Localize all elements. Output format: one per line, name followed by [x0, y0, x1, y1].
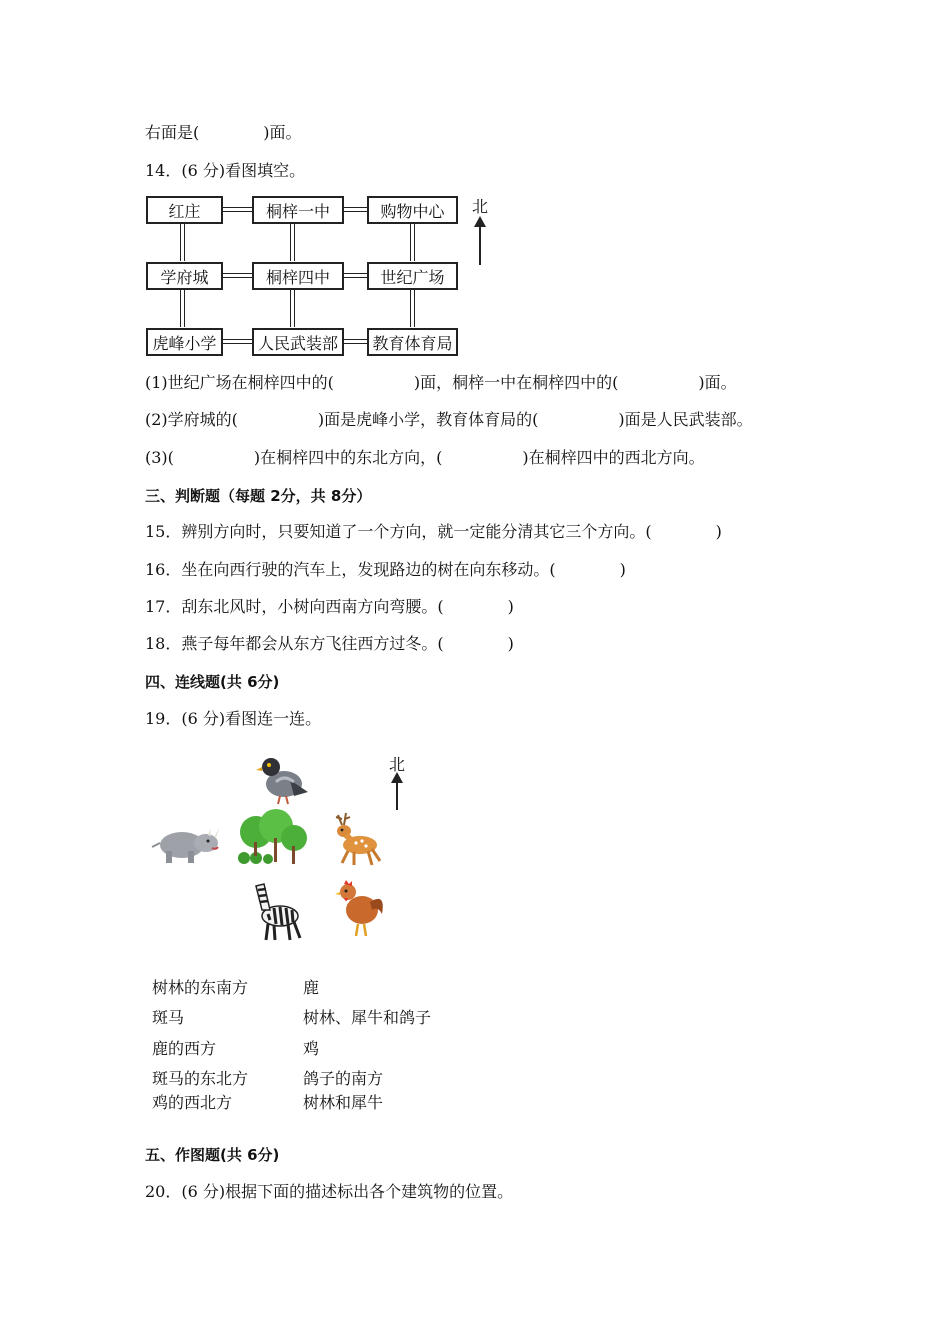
q17: 17．刮东北风时，小树向西南方向弯腰。( ) [145, 597, 514, 616]
q19: 19．(6 分)看图连一连。 [145, 709, 322, 728]
left-item: 斑马的东北方 [152, 1069, 249, 1088]
left-item: 鸡的西北方 [152, 1093, 233, 1112]
connector [410, 290, 415, 327]
left-item: 斑马 [152, 1008, 185, 1027]
q14-sub3: (3)( )在桐梓四中的东北方向，( )在桐梓四中的西北方向。 [145, 448, 705, 467]
connector [180, 290, 185, 327]
right-item: 树林和犀牛 [303, 1093, 384, 1112]
connector [222, 339, 253, 344]
left-item: 树林的东南方 [152, 978, 249, 997]
north-arrow-icon [479, 226, 481, 265]
box-tongzi-1: 桐梓一中 [252, 196, 344, 224]
box-education-bureau: 教育体育局 [367, 328, 458, 356]
q14-title: 14．(6 分)看图填空。 [145, 161, 306, 180]
section5-title: 五、作图题(共 6分) [145, 1146, 280, 1164]
rhino-icon [150, 823, 222, 865]
trees-icon [236, 808, 310, 866]
connector [343, 339, 368, 344]
q15: 15．辨别方向时，只要知道了一个方向，就一定能分清其它三个方向。( ) [145, 522, 722, 541]
deer-icon [326, 811, 384, 867]
q18: 18．燕子每年都会从东方飞往西方过冬。( ) [145, 634, 514, 653]
connector [222, 273, 253, 278]
connector [222, 207, 253, 212]
box-century-square: 世纪广场 [367, 262, 458, 290]
q16: 16．坐在向西行驶的汽车上，发现路边的树在向东移动。( ) [145, 560, 626, 579]
connector [180, 224, 185, 261]
connector [410, 224, 415, 261]
zebra-icon [246, 876, 310, 942]
north-label: 北 [472, 197, 489, 216]
box-xuefu: 学府城 [146, 262, 223, 290]
q20: 20．(6 分)根据下面的描述标出各个建筑物的位置。 [145, 1182, 514, 1201]
north-arrow-icon [396, 782, 398, 810]
connector [343, 273, 368, 278]
box-armed-forces: 人民武装部 [252, 328, 344, 356]
section3-title: 三、判断题（每题 2分，共 8分） [145, 487, 372, 505]
right-item: 树林、犀牛和鸽子 [303, 1008, 432, 1027]
connector [290, 290, 295, 327]
box-hongzhuang: 红庄 [146, 196, 223, 224]
right-item: 鸡 [303, 1039, 320, 1058]
right-item: 鹿 [303, 978, 320, 997]
box-hufeng: 虎峰小学 [146, 328, 223, 356]
connector [343, 207, 368, 212]
q14-sub2: (2)学府城的( )面是虎峰小学，教育体育局的( )面是人民武装部。 [145, 410, 753, 429]
pigeon-icon [254, 752, 310, 806]
chicken-icon [334, 878, 386, 940]
north-label: 北 [389, 755, 406, 774]
box-tongzi-4: 桐梓四中 [252, 262, 344, 290]
q13-tail: 右面是( )面。 [145, 123, 302, 142]
connector [290, 224, 295, 261]
right-item: 鸽子的南方 [303, 1069, 384, 1088]
box-shopping-center: 购物中心 [367, 196, 458, 224]
q14-sub1: (1)世纪广场在桐梓四中的( )面，桐梓一中在桐梓四中的( )面。 [145, 373, 737, 392]
section4-title: 四、连线题(共 6分) [145, 673, 280, 691]
left-item: 鹿的西方 [152, 1039, 217, 1058]
